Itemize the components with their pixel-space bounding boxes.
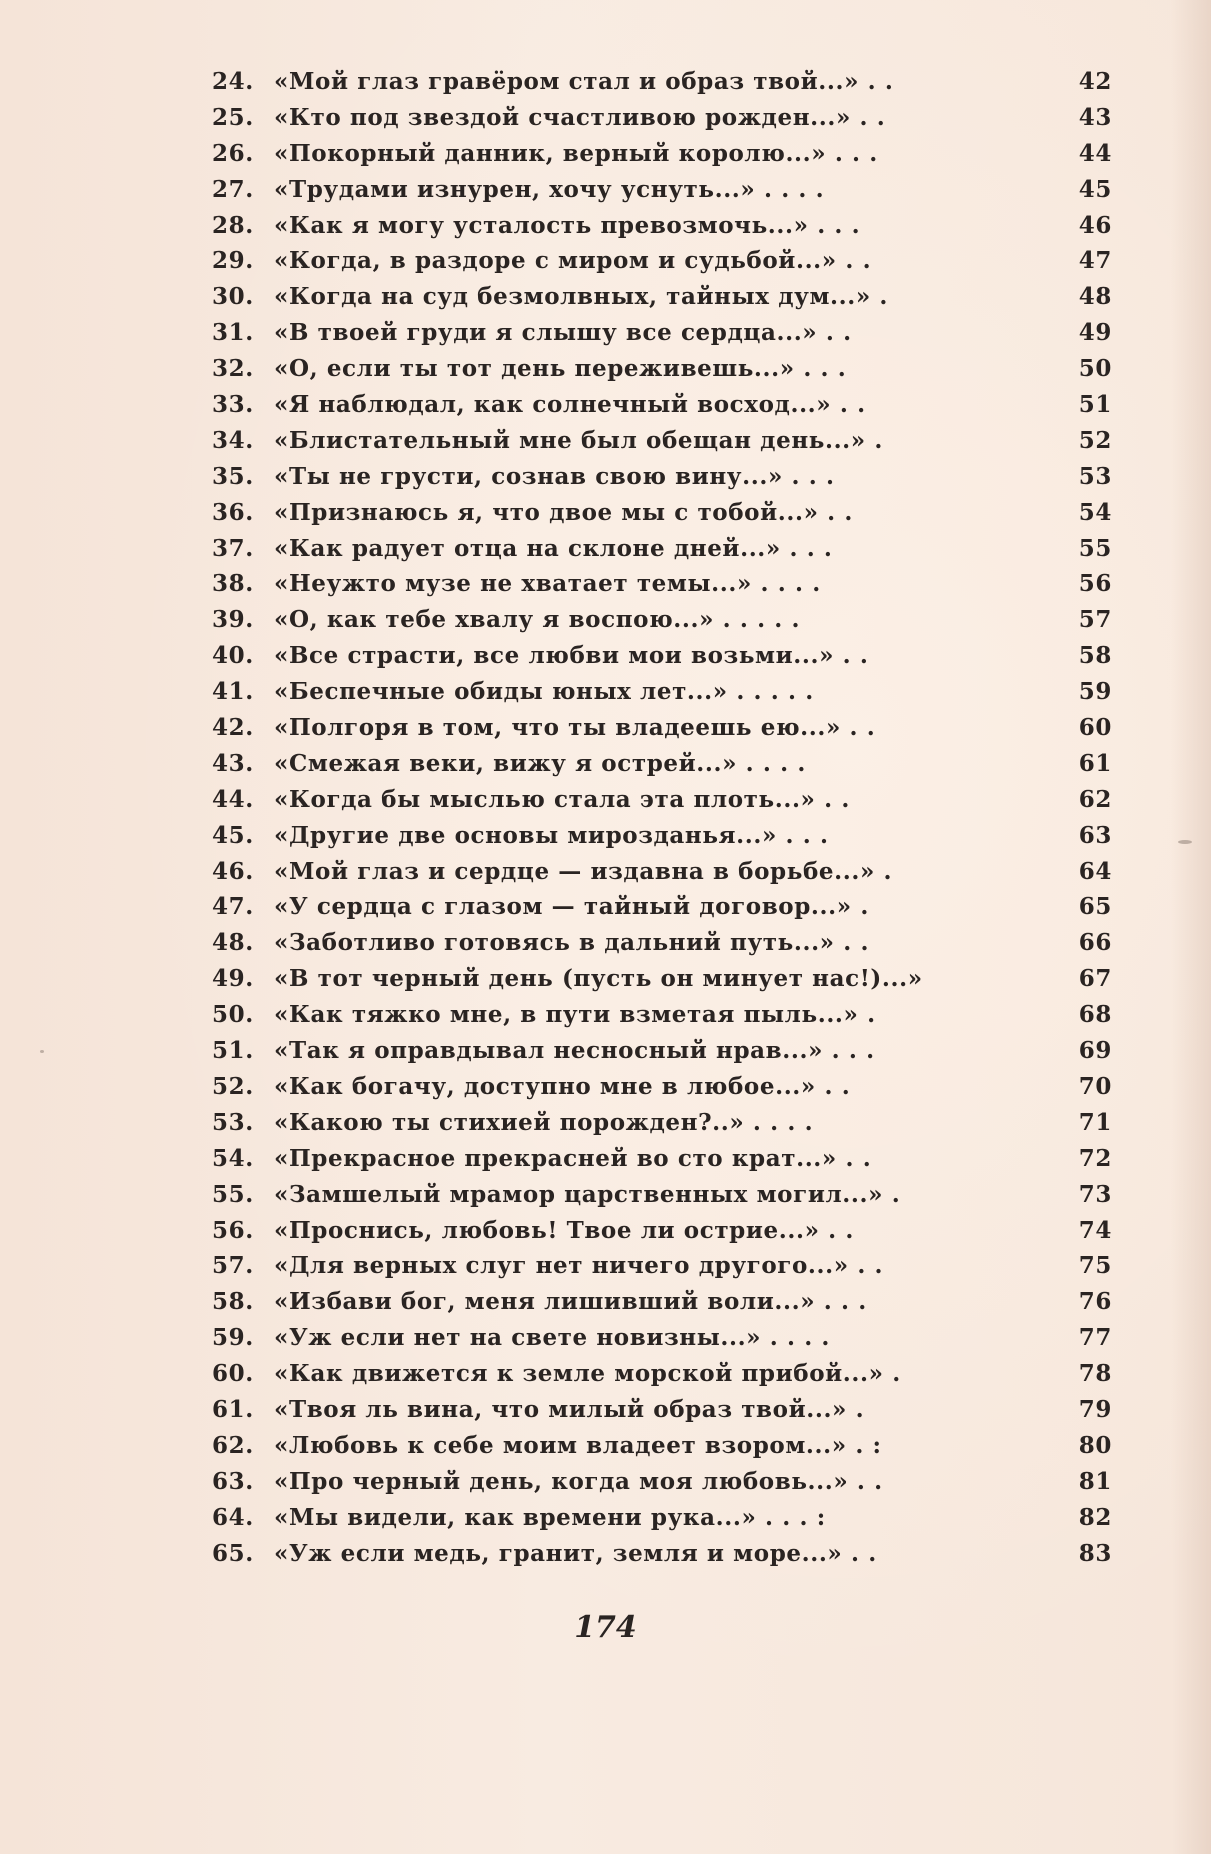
entry-title: «Беспечные обиды юных лет...» . . . . . bbox=[274, 678, 814, 706]
entry-number: 26. bbox=[212, 139, 254, 167]
entry-title: «Твоя ль вина, что милый образ твой...» . bbox=[274, 1395, 865, 1423]
entry-title: «Смежая веки, вижу я острей...» . . . . bbox=[274, 749, 806, 777]
entry-page-number: 62 bbox=[1078, 785, 1112, 813]
entry-number: 28. bbox=[212, 211, 254, 239]
entry-title: «Когда на суд безмолвных, тайных дум...» . bbox=[274, 283, 889, 311]
toc-entry bbox=[212, 1428, 1112, 1464]
toc-entry bbox=[212, 1177, 1112, 1213]
entry-page-number: 51 bbox=[1078, 391, 1112, 419]
entry-number: 50. bbox=[212, 1001, 254, 1029]
toc-entry bbox=[212, 854, 1112, 890]
entry-number: 55. bbox=[212, 1180, 254, 1208]
entry-title: «Какою ты стихией порожден?..» . . . . bbox=[274, 1108, 814, 1136]
entry-title: «Неужто музе не хватает темы...» . . . . bbox=[274, 570, 821, 598]
toc-entry bbox=[212, 1464, 1112, 1500]
entry-page-number: 64 bbox=[1078, 857, 1112, 885]
entry-title: «Как я могу усталость превозмочь...» . . . bbox=[274, 211, 861, 239]
entry-page-number: 70 bbox=[1078, 1072, 1112, 1100]
entry-number: 36. bbox=[212, 498, 254, 526]
toc-entry bbox=[212, 64, 1112, 100]
entry-page-number: 54 bbox=[1078, 498, 1112, 526]
entry-title: «Мы видели, как времени рука...» . . . : bbox=[274, 1503, 826, 1531]
entry-title: «Как богачу, доступно мне в любое...» . . bbox=[274, 1072, 851, 1100]
entry-number: 63. bbox=[212, 1467, 254, 1495]
entry-number: 56. bbox=[212, 1216, 254, 1244]
entry-page-number: 42 bbox=[1078, 68, 1112, 95]
toc-entry bbox=[212, 100, 1112, 136]
entry-page-number: 74 bbox=[1078, 1216, 1112, 1244]
entry-number: 42. bbox=[212, 714, 254, 742]
entry-number: 41. bbox=[212, 678, 254, 706]
toc-entry bbox=[212, 674, 1112, 710]
entry-page-number: 72 bbox=[1078, 1144, 1112, 1172]
toc-entry bbox=[212, 1536, 1112, 1572]
entry-number: 27. bbox=[212, 175, 254, 203]
entry-title: «Другие две основы мирозданья...» . . . bbox=[274, 821, 829, 849]
entry-title: «Прекрасное прекрасней во сто крат...» . . bbox=[274, 1144, 872, 1172]
entry-page-number: 44 bbox=[1078, 139, 1112, 167]
entry-title: «Все страсти, все любви мои возьми...» . . bbox=[274, 642, 869, 670]
entry-page-number: 56 bbox=[1078, 570, 1112, 598]
entry-page-number: 76 bbox=[1078, 1288, 1112, 1316]
entry-title: «Так я оправдывал несносный нрав...» . . . bbox=[274, 1037, 875, 1065]
toc-entry bbox=[212, 1500, 1112, 1536]
table-of-contents bbox=[212, 64, 1112, 1571]
entry-number: 58. bbox=[212, 1288, 254, 1316]
toc-entry bbox=[212, 531, 1112, 567]
entry-page-number: 78 bbox=[1078, 1360, 1112, 1388]
entry-number: 48. bbox=[212, 929, 254, 957]
toc-entry bbox=[212, 495, 1112, 531]
entry-page-number: 73 bbox=[1078, 1180, 1112, 1208]
entry-number: 51. bbox=[212, 1037, 254, 1065]
entry-number: 34. bbox=[212, 426, 254, 454]
toc-entry bbox=[212, 961, 1112, 997]
entry-title: «Проснись, любовь! Твое ли острие...» . . bbox=[274, 1216, 854, 1244]
entry-number: 33. bbox=[212, 391, 254, 419]
toc-entry bbox=[212, 1356, 1112, 1392]
toc-entry bbox=[212, 1248, 1112, 1284]
toc-entry bbox=[212, 782, 1112, 818]
toc-entry bbox=[212, 602, 1112, 638]
entry-title: «Когда бы мыслью стала эта плоть...» . . bbox=[274, 785, 850, 813]
toc-entry bbox=[212, 1320, 1112, 1356]
entry-page-number: 77 bbox=[1078, 1324, 1112, 1352]
entry-page-number: 55 bbox=[1078, 534, 1112, 562]
toc-entry bbox=[212, 315, 1112, 351]
entry-number: 46. bbox=[212, 857, 254, 885]
entry-page-number: 45 bbox=[1078, 175, 1112, 203]
entry-title: «Покорный данник, верный королю...» . . . bbox=[274, 139, 878, 167]
entry-title: «Как движется к земле морской прибой...» . bbox=[274, 1360, 901, 1388]
entry-page-number: 68 bbox=[1078, 1001, 1112, 1029]
entry-page-number: 48 bbox=[1078, 283, 1112, 311]
entry-title: «Как тяжко мне, в пути взметая пыль...» . bbox=[274, 1001, 876, 1029]
entry-page-number: 47 bbox=[1078, 247, 1112, 275]
entry-number: 37. bbox=[212, 534, 254, 562]
toc-entry bbox=[212, 566, 1112, 602]
entry-number: 57. bbox=[212, 1252, 254, 1280]
entry-page-number: 67 bbox=[1078, 965, 1112, 993]
entry-number: 44. bbox=[212, 785, 254, 813]
entry-page-number: 79 bbox=[1078, 1395, 1112, 1423]
entry-number: 29. bbox=[212, 247, 254, 275]
entry-number: 35. bbox=[212, 462, 254, 490]
entry-title: «Мой глаз и сердце — издавна в борьбе...» . bbox=[274, 857, 893, 885]
entry-page-number: 71 bbox=[1078, 1108, 1112, 1136]
entry-number: 47. bbox=[212, 893, 254, 921]
entry-title: «Ты не грусти, сознав свою вину...» . . . bbox=[274, 462, 835, 490]
entry-page-number: 53 bbox=[1078, 462, 1112, 490]
entry-title: «У сердца с глазом — тайный договор...» . bbox=[274, 893, 869, 921]
entry-title: «В твоей груди я слышу все сердца...» . . bbox=[274, 319, 852, 347]
entry-page-number: 61 bbox=[1078, 749, 1112, 777]
entry-number: 39. bbox=[212, 606, 254, 634]
entry-title: «Кто под звездой счастливою рожден...» . . bbox=[274, 103, 886, 131]
entry-number: 40. bbox=[212, 642, 254, 670]
entry-title: «Блистательный мне был обещан день...» . bbox=[274, 426, 883, 454]
entry-title: «Про черный день, когда моя любовь...» . . bbox=[274, 1467, 883, 1495]
entry-number: 62. bbox=[212, 1431, 254, 1459]
entry-title: «Мой глаз гравёром стал и образ твой...» . . bbox=[274, 68, 894, 95]
entry-number: 25. bbox=[212, 103, 254, 131]
entry-title: «Трудами изнурен, хочу уснуть...» . . . . bbox=[274, 175, 825, 203]
entry-title: «Уж если медь, гранит, земля и море...» . . bbox=[274, 1539, 877, 1567]
entry-number: 24. bbox=[212, 68, 254, 95]
entry-number: 53. bbox=[212, 1108, 254, 1136]
entry-number: 60. bbox=[212, 1360, 254, 1388]
toc-entry bbox=[212, 746, 1112, 782]
page-number: 174 bbox=[574, 1610, 637, 1645]
toc-entry bbox=[212, 1105, 1112, 1141]
entry-number: 54. bbox=[212, 1144, 254, 1172]
entry-page-number: 58 bbox=[1078, 642, 1112, 670]
entry-title: «Избави бог, меня лишивший воли...» . . . bbox=[274, 1288, 867, 1316]
toc-entry bbox=[212, 889, 1112, 925]
toc-entry bbox=[212, 1284, 1112, 1320]
entry-page-number: 66 bbox=[1078, 929, 1112, 957]
entry-title: «О, как тебе хвалу я воспою...» . . . . . bbox=[274, 606, 801, 634]
entry-page-number: 82 bbox=[1078, 1503, 1112, 1531]
toc-entry bbox=[212, 925, 1112, 961]
entry-number: 38. bbox=[212, 570, 254, 598]
entry-title: «Признаюсь я, что двое мы с тобой...» . . bbox=[274, 498, 854, 526]
toc-entry bbox=[212, 459, 1112, 495]
toc-entry bbox=[212, 818, 1112, 854]
toc-entry bbox=[212, 243, 1112, 279]
entry-number: 32. bbox=[212, 355, 254, 383]
entry-title: «В тот черный день (пусть он минует нас!)...» bbox=[274, 965, 923, 993]
entry-page-number: 52 bbox=[1078, 426, 1112, 454]
entry-page-number: 81 bbox=[1078, 1467, 1112, 1495]
entry-page-number: 59 bbox=[1078, 678, 1112, 706]
entry-title: «Любовь к себе моим владеет взором...» . : bbox=[274, 1431, 882, 1459]
toc-entry bbox=[212, 387, 1112, 423]
entry-number: 31. bbox=[212, 319, 254, 347]
entry-page-number: 57 bbox=[1078, 606, 1112, 634]
paper-speck bbox=[1178, 840, 1192, 844]
entry-page-number: 65 bbox=[1078, 893, 1112, 921]
entry-number: 30. bbox=[212, 283, 254, 311]
entry-title: «Уж если нет на свете новизны...» . . . . bbox=[274, 1324, 831, 1352]
entry-page-number: 63 bbox=[1078, 821, 1112, 849]
entry-page-number: 50 bbox=[1078, 355, 1112, 383]
entry-number: 61. bbox=[212, 1395, 254, 1423]
entry-page-number: 80 bbox=[1078, 1431, 1112, 1459]
entry-page-number: 69 bbox=[1078, 1037, 1112, 1065]
entry-page-number: 46 bbox=[1078, 211, 1112, 239]
entry-title: «Замшелый мрамор царственных могил...» . bbox=[274, 1180, 901, 1208]
toc-entry bbox=[212, 1069, 1112, 1105]
toc-entry bbox=[212, 172, 1112, 208]
entry-page-number: 60 bbox=[1078, 714, 1112, 742]
entry-number: 43. bbox=[212, 749, 254, 777]
entry-number: 52. bbox=[212, 1072, 254, 1100]
toc-entry bbox=[212, 423, 1112, 459]
toc-entry bbox=[212, 1141, 1112, 1177]
entry-page-number: 75 bbox=[1078, 1252, 1112, 1280]
entry-page-number: 43 bbox=[1078, 103, 1112, 131]
entry-number: 45. bbox=[212, 821, 254, 849]
entry-number: 59. bbox=[212, 1324, 254, 1352]
toc-entry bbox=[212, 638, 1112, 674]
entry-title: «Полгоря в том, что ты владеешь ею...» . . bbox=[274, 714, 876, 742]
toc-entry bbox=[212, 1033, 1112, 1069]
toc-entry bbox=[212, 710, 1112, 746]
entry-number: 49. bbox=[212, 965, 254, 993]
entry-page-number: 49 bbox=[1078, 319, 1112, 347]
entry-title: «О, если ты тот день переживешь...» . . . bbox=[274, 355, 847, 383]
entry-title: «Заботливо готовясь в дальний путь...» . . bbox=[274, 929, 870, 957]
entry-title: «Когда, в раздоре с миром и судьбой...» . . bbox=[274, 247, 872, 275]
entry-title: «Как радует отца на склоне дней...» . . . bbox=[274, 534, 833, 562]
entry-number: 65. bbox=[212, 1539, 254, 1567]
toc-entry bbox=[212, 208, 1112, 244]
toc-entry bbox=[212, 1213, 1112, 1249]
toc-entry bbox=[212, 997, 1112, 1033]
page-edge-shadow bbox=[1171, 0, 1211, 1854]
toc-entry bbox=[212, 136, 1112, 172]
toc-entry bbox=[212, 279, 1112, 315]
entry-number: 64. bbox=[212, 1503, 254, 1531]
toc-entry bbox=[212, 1392, 1112, 1428]
entry-page-number: 83 bbox=[1078, 1539, 1112, 1567]
paper-speck bbox=[40, 1050, 44, 1053]
entry-title: «Для верных слуг нет ничего другого...» . . bbox=[274, 1252, 884, 1280]
toc-entry bbox=[212, 351, 1112, 387]
entry-title: «Я наблюдал, как солнечный восход...» . . bbox=[274, 391, 866, 419]
